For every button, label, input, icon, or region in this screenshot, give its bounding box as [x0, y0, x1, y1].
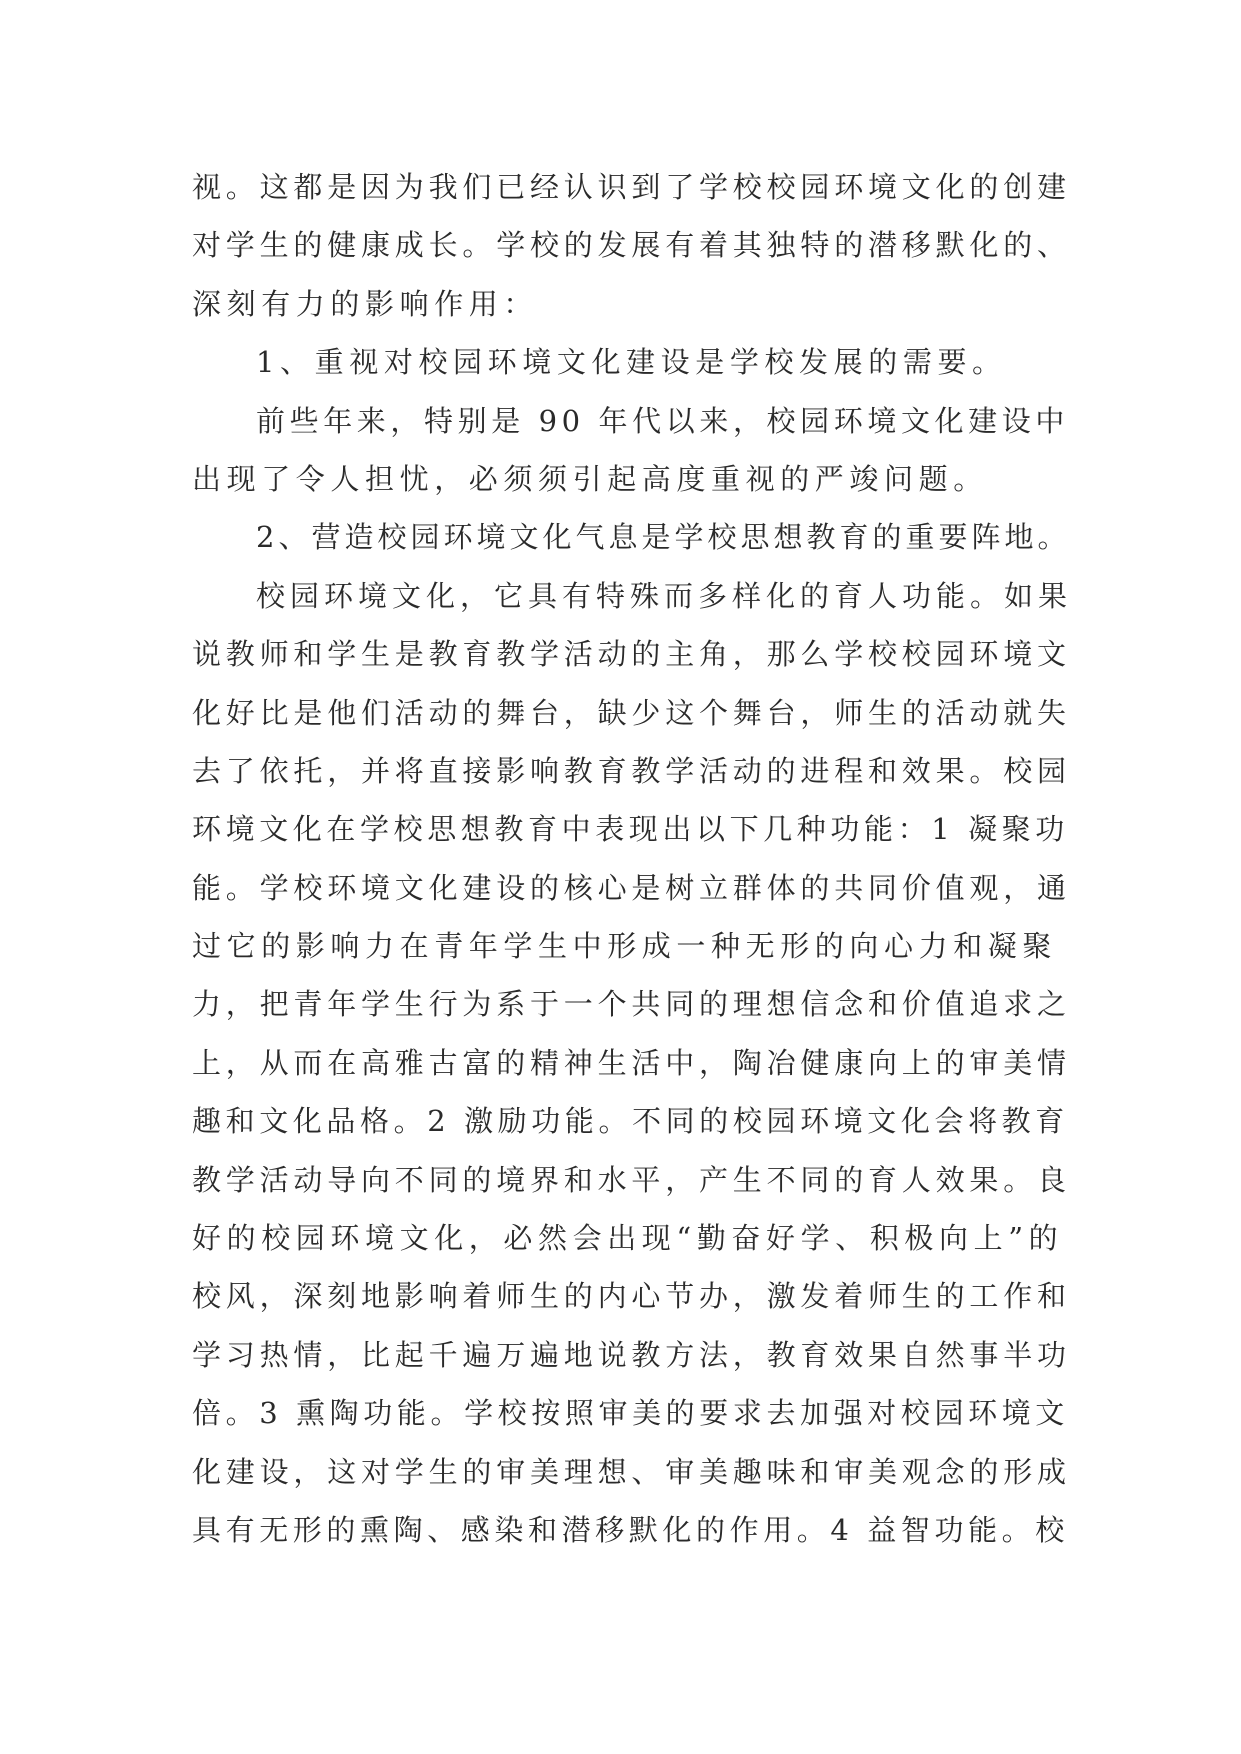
text-line: 环境文化在学校思想教育中表现出以下几种功能：1 凝聚功: [192, 812, 1069, 847]
text-line: 深刻有力的影响作用：: [192, 286, 539, 321]
text-line: 教学活动导向不同的境界和水平，产生不同的育人效果。良: [192, 1162, 1071, 1197]
text-line: 过它的影响力在青年学生中形成一种无形的向心力和凝聚: [192, 929, 1058, 964]
text-line: 前些年来，特别是 90 年代以来，校园环境文化建设中: [256, 403, 1069, 438]
body-text: [192, 158, 1072, 1559]
text-line: 说教师和学生是教育教学活动的主角，那么学校校园环境文: [192, 637, 1071, 672]
text-line: 视。这都是因为我们已经认识到了学校校园环境文化的创建: [192, 170, 1071, 204]
text-line: 1、重视对校园环境文化建设是学校发展的需要。: [256, 345, 1007, 380]
text-line: 2、营造校园环境文化气息是学校思想教育的重要阵地。: [256, 520, 1071, 555]
text-line: 出现了令人担忧，必须须引起高度重视的严竣问题。: [192, 461, 988, 496]
text-line: 力，把青年学生行为系于一个共同的理想信念和价值追求之: [192, 987, 1071, 1022]
text-line: 校园环境文化，它具有特殊而多样化的育人功能。如果: [256, 578, 1073, 613]
text-line: 上，从而在高雅古富的精神生活中，陶冶健康向上的审美情: [192, 1045, 1071, 1080]
text-line: 能。学校环境文化建设的核心是树立群体的共同价值观，通: [192, 870, 1071, 905]
text-line: 化建设，这对学生的审美理想、审美趣味和审美观念的形成: [192, 1454, 1071, 1489]
text-line: 校风，深刻地影响着师生的内心节办，激发着师生的工作和: [192, 1279, 1071, 1314]
text-line: 学习热情，比起千遍万遍地说教方法，教育效果自然事半功: [192, 1337, 1071, 1372]
text-line: 趣和文化品格。2 激励功能。不同的校园环境文化会将教育: [192, 1104, 1069, 1139]
text-line: 倍。3 熏陶功能。学校按照审美的要求去加强对校园环境文: [192, 1396, 1069, 1431]
text-line: 化好比是他们活动的舞台，缺少这个舞台，师生的活动就失: [192, 695, 1071, 730]
text-line: 去了依托，并将直接影响教育教学活动的进程和效果。校园: [192, 753, 1071, 788]
text-line: 好的校园环境文化，必然会出现“勤奋好学、积极向上”的: [192, 1221, 1064, 1256]
text-line: 对学生的健康成长。学校的发展有着其独特的潜移默化的、: [192, 228, 1071, 263]
text-line: 具有无形的熏陶、感染和潜移默化的作用。4 益智功能。校: [192, 1512, 1069, 1547]
